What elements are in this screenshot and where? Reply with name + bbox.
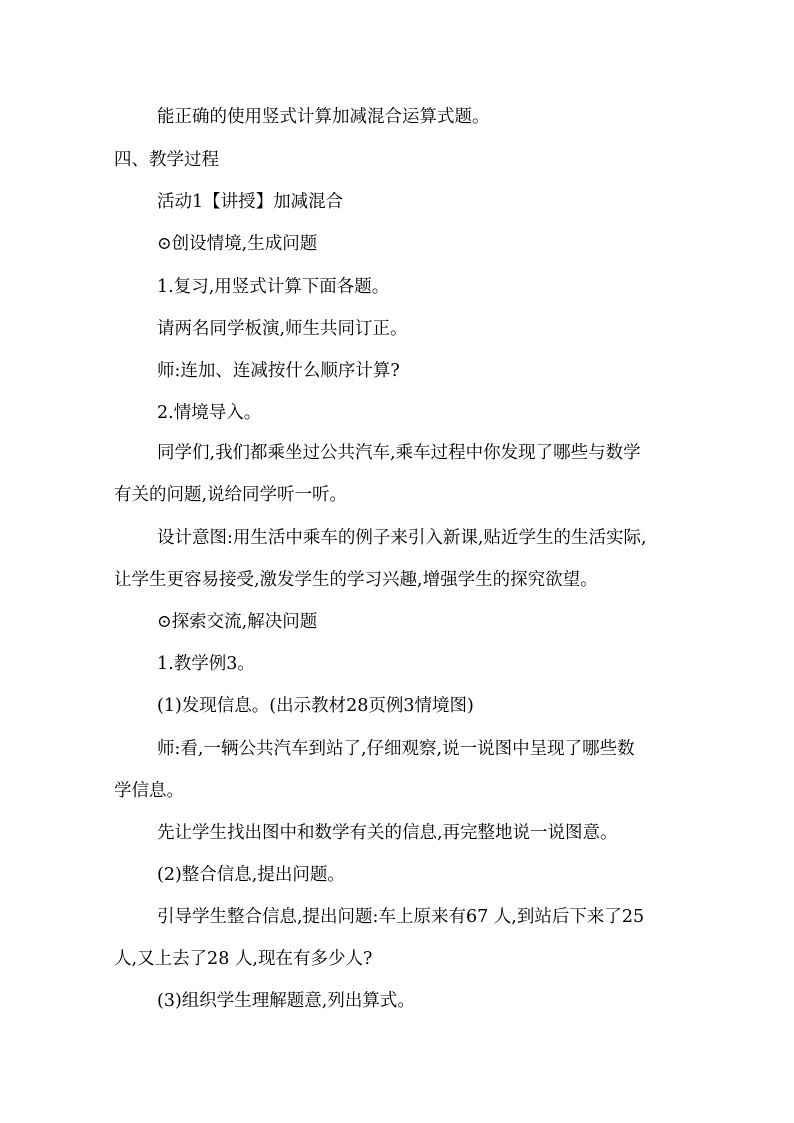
paragraph-bus-arrives-line1: 师:看,一辆公共汽车到站了,仔细观察,说一说图中呈现了哪些数	[157, 739, 635, 759]
step-example3: 1.教学例3。	[157, 654, 255, 674]
paragraph-question-line1: 引导学生整合信息,提出问题:车上原来有67 人,到站后下来了25	[157, 907, 645, 927]
subsection-heading-situation: ⊙创设情境,生成问题	[157, 234, 318, 254]
activity-title: 活动1【讲授】加减混合	[157, 192, 344, 212]
paragraph-bus-line1: 同学们,我们都乘坐过公共汽车,乘车过程中你发现了哪些与数学	[157, 443, 641, 463]
paragraph-bus-line2: 有关的问题,说给同学听一听。	[114, 485, 348, 505]
paragraph-objective: 能正确的使用竖式计算加减混合运算式题。	[157, 107, 490, 127]
section-heading-teaching-process: 四、教学过程	[114, 150, 219, 170]
paragraph-find-info: 先让学生找出图中和数学有关的信息,再完整地说一说图意。	[157, 823, 618, 843]
step-find-info: (1)发现信息。(出示教材28页例3情境图)	[157, 696, 474, 716]
step-integrate-info: (2)整合信息,提出问题。	[157, 865, 345, 885]
paragraph-board-demo: 请两名同学板演,师生共同订正。	[157, 319, 408, 339]
step-organize: (3)组织学生理解题意,列出算式。	[157, 991, 415, 1011]
paragraph-bus-arrives-line2: 学信息。	[114, 781, 184, 801]
subsection-heading-explore: ⊙探索交流,解决问题	[157, 612, 318, 632]
step-situation-intro: 2.情境导入。	[157, 403, 262, 423]
paragraph-question-line2: 人,又上去了28 人,现在有多少人?	[114, 949, 373, 969]
paragraph-design-intent-line1: 设计意图:用生活中乘车的例子来引入新课,贴近学生的生活实际,	[157, 528, 647, 548]
paragraph-teacher-question: 师:连加、连减按什么顺序计算?	[157, 361, 400, 381]
step-review: 1.复习,用竖式计算下面各题。	[157, 277, 390, 297]
paragraph-design-intent-line2: 让学生更容易接受,激发学生的学习兴趣,增强学生的探究欲望。	[114, 570, 598, 590]
